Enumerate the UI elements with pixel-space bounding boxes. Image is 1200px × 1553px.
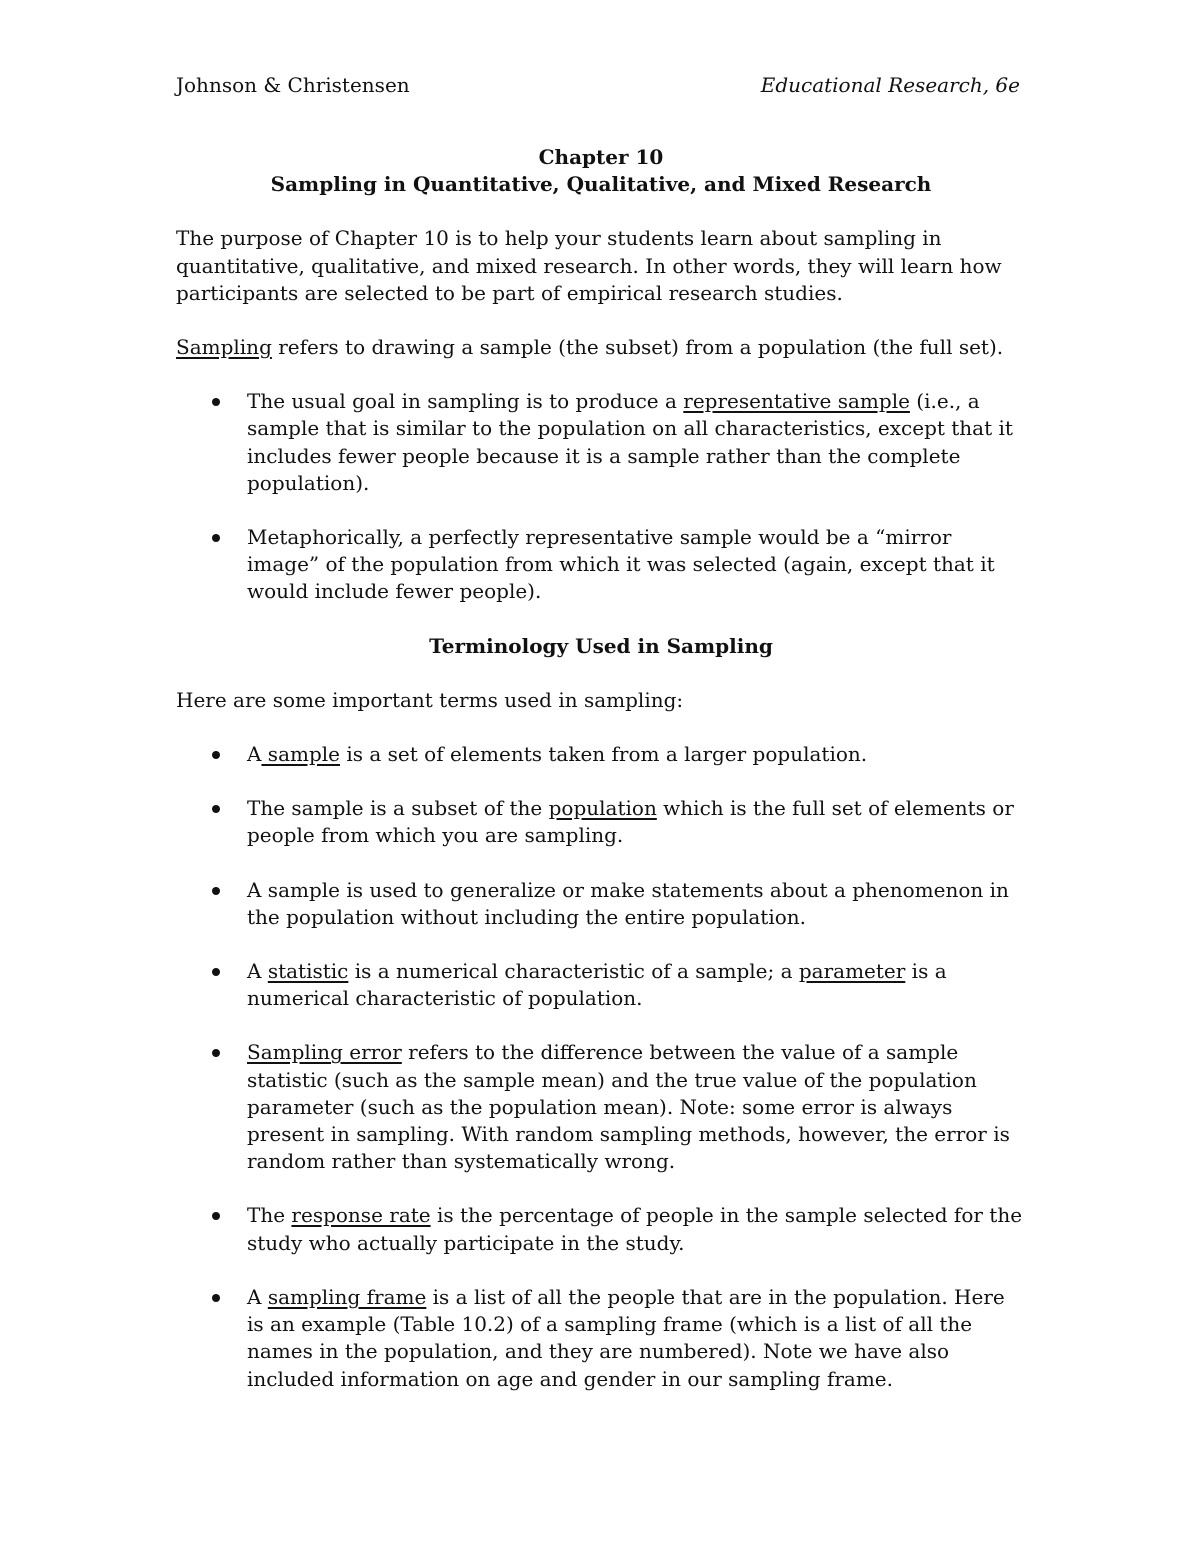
term-sampling: Sampling xyxy=(176,335,272,360)
bullet-icon xyxy=(212,1212,220,1220)
section-heading: Terminology Used in Sampling xyxy=(429,633,773,658)
bullet-icon xyxy=(212,751,220,759)
list-item: A statistic is a numerical characteristic of a sample; a parameter is a numerical characteristic of population. xyxy=(176,958,1026,1012)
term-sample: sample xyxy=(261,742,340,767)
definition-text: refers to drawing a sample (the subset) from a population (the full set). xyxy=(271,335,1004,360)
page-header xyxy=(176,72,1026,100)
list-item: A sample is used to generalize or make statements about a phenomenon in the population without including the entire population. xyxy=(176,877,1026,931)
goal-bullet-list xyxy=(176,388,1026,605)
list-item: A sampling frame is a list of all the people that are in the population. Here is an example (Table 10.2) of a sampling frame (which is a list of all the names in the population, and they are numbered). Note we have also included information on age and gender in our sampling frame. xyxy=(176,1284,1026,1393)
bullet-icon xyxy=(212,1049,220,1057)
list-item: A sample is a set of elements taken from a larger population. xyxy=(176,741,1026,768)
bullet-icon xyxy=(212,887,220,895)
term-sampling-error: Sampling error xyxy=(247,1040,402,1065)
list-item: Metaphorically, a perfectly representative sample would be a “mirror image” of the population from which it was selected (again, except that it would include fewer people). xyxy=(176,524,1026,606)
term-response-rate: response rate xyxy=(291,1203,431,1228)
bullet-icon xyxy=(212,398,220,406)
term-representative-sample: representative sample xyxy=(683,389,910,414)
term-statistic: statistic xyxy=(267,959,349,984)
bullet-icon xyxy=(212,534,220,542)
bullet-icon xyxy=(212,968,220,976)
bullet-icon xyxy=(212,1294,220,1302)
sampling-definition xyxy=(176,334,1026,361)
list-item: The sample is a subset of the population which is the full set of elements or people from which you are sampling. xyxy=(176,795,1026,849)
header-book-title: Educational Research, 6e xyxy=(760,73,1020,97)
term-sampling-frame: sampling frame xyxy=(267,1284,427,1309)
chapter-number: Chapter 10 xyxy=(538,145,664,169)
chapter-title: Sampling in Quantitative, Qualitative, and Mixed Research xyxy=(270,172,932,197)
terms-bullet-list xyxy=(176,741,1026,1393)
term-population: population xyxy=(548,796,657,821)
chapter-title-block xyxy=(176,144,1026,198)
terms-intro: Here are some important terms used in sampling: xyxy=(176,687,684,712)
intro-paragraph: The purpose of Chapter 10 is to help your students learn about sampling in quantitative, qualitative, and mixed research. In other words, they will learn how participants are selected to be part of empirical research studies. xyxy=(176,226,1002,305)
list-item: The response rate is the percentage of people in the sample selected for the study who actually participate in the study. xyxy=(176,1202,1026,1256)
bullet-icon xyxy=(212,805,220,813)
list-item: Sampling error refers to the difference between the value of a sample statistic (such as the sample mean) and the true value of the population parameter (such as the population mean). Note: some error is always present in sampling. With random sampling methods, however, the error is random rather than systematically wrong. xyxy=(176,1039,1026,1175)
header-authors: Johnson & Christensen xyxy=(176,73,410,97)
list-item: The usual goal in sampling is to produce a representative sample (i.e., a sample that is similar to the population on all characteristics, except that it includes fewer people because it is a sample rather than the complete population). xyxy=(176,388,1026,497)
document-page xyxy=(176,72,1026,1420)
term-parameter: parameter xyxy=(798,959,906,984)
